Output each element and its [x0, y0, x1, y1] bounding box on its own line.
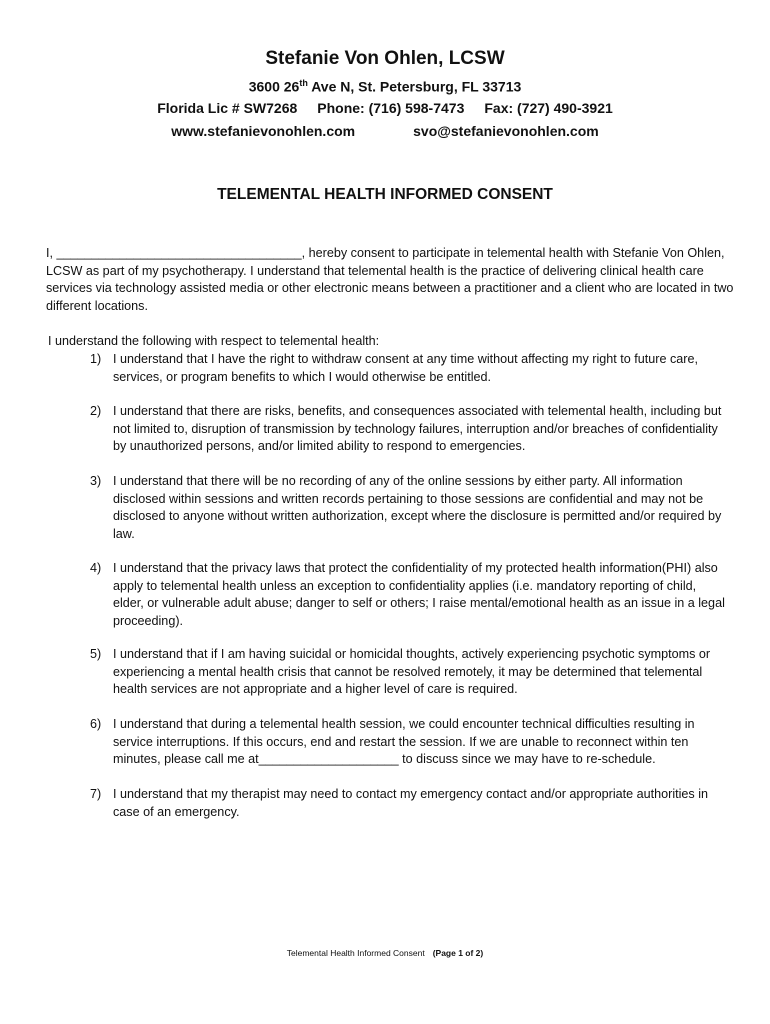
- list-item-text: I understand that if I am having suicidal or homicidal thoughts, actively experiencing psychotic symptoms or experiencing a mental health crisis that cannot be resolved remotely, it may be determined that telemental health services are not appropriate and a higher level of care is required.: [113, 647, 711, 696]
- fax-number: Fax: (727) 490-3921: [484, 100, 613, 116]
- consent-intro-paragraph: I, ___________________________________, hereby consent to participate in telemental health with Stefanie Von Ohlen, LCSW as part of my psychotherapy. I understand that telemental health is the practice of delivering clinical health care services via technology assisted media or other electronic means between a practitioner and a client who are located in two different locations.: [46, 246, 734, 313]
- page-number: (Page 1 of 2): [432, 948, 484, 958]
- list-item-number: 2): [90, 404, 102, 418]
- list-item-number: 4): [90, 561, 102, 575]
- understand-heading: I understand the following with respect to telemental health:: [48, 334, 380, 348]
- contact-line: [0, 100, 770, 116]
- list-item-text: I understand that I have the right to withdraw consent at any time without affecting my right to future care, services, or program benefits to which I would otherwise be entitled.: [113, 352, 698, 384]
- website-link[interactable]: www.stefanievonohlen.com: [171, 123, 356, 139]
- document-title: TELEMENTAL HEALTH INFORMED CONSENT: [217, 186, 553, 203]
- list-item-text: I understand that the privacy laws that protect the confidentiality of my protected health information(PHI) also apply to telemental health unless an exception to confidentiality applies (i.e. mandatory reporting of child, elder, or vulnerable adult abuse; danger to self or others; I raise mental/emotional health as an issue in a legal proceeding).: [113, 561, 725, 628]
- practice-address: [0, 78, 770, 95]
- address-street-number: 3600 26: [248, 78, 300, 95]
- list-item-number: 3): [90, 474, 102, 488]
- footer-label: Telemental Health Informed Consent: [286, 948, 425, 958]
- web-line: [0, 123, 770, 139]
- list-item-number: 7): [90, 787, 102, 801]
- email-link[interactable]: svo@stefanievonohlen.com: [413, 123, 599, 139]
- practitioner-name: Stefanie Von Ohlen, LCSW: [265, 48, 505, 69]
- list-item-number: 6): [90, 717, 102, 731]
- list-item-text: I understand that there are risks, benefits, and consequences associated with telemental health, including but not limited to, disruption of transmission by technology failures, interruption and/or breaches of confidentiality by unauthorized persons, and/or limited ability to respond to emergencies.: [113, 404, 722, 453]
- license-number: Florida Lic # SW7268: [157, 100, 298, 116]
- list-item-number: 1): [90, 352, 102, 366]
- phone-number: Phone: (716) 598-7473: [317, 100, 465, 116]
- list-item-text: I understand that my therapist may need to contact my emergency contact and/or appropriate authorities in case of an emergency.: [113, 787, 709, 819]
- address-rest: Ave N, St. Petersburg, FL 33713: [307, 78, 522, 95]
- list-item-number: 5): [90, 647, 102, 661]
- list-item-text: I understand that during a telemental health session, we could encounter technical difficulties resulting in service interruptions. If this occurs, end and restart the session. If we are unable to reconnect within ten minutes, please call me at____________________ to discuss since we may have to re-schedule.: [113, 717, 695, 766]
- page-footer: [0, 948, 770, 958]
- list-item-text: I understand that there will be no recording of any of the online sessions by either party. All information disclosed within sessions and written records pertaining to those sessions are confidential and may not be disclosed to anyone without written authorization, except where the disclosure is permitted and/or required by law.: [113, 474, 722, 541]
- address-ordinal-suffix: th: [299, 78, 308, 88]
